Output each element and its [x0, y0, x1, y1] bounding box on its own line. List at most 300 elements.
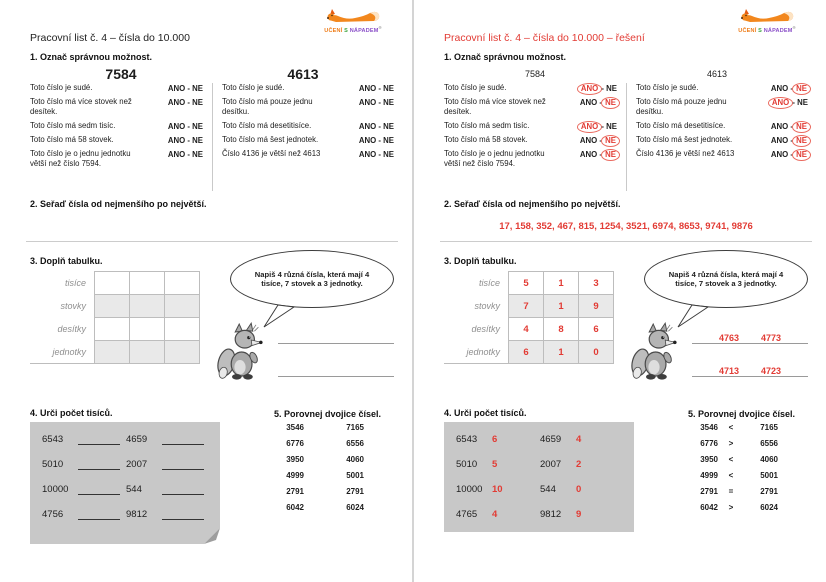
ano-ne-choice: [168, 149, 203, 159]
fox-mascot-icon: [630, 322, 678, 382]
row-label: stovky: [474, 301, 500, 311]
fox-task-block: [628, 248, 808, 394]
compare-symbol: [304, 423, 330, 432]
box-answer: 0: [576, 484, 582, 495]
ano-ne-choice: [580, 121, 617, 131]
compare-left: 6776: [286, 439, 304, 448]
answer-lines: [692, 328, 808, 394]
statement-row: [222, 83, 394, 93]
ano-option: ANO: [768, 97, 793, 109]
box-number: 9812: [540, 509, 562, 520]
compare-left: 6776: [700, 439, 718, 448]
ne-option: NE: [383, 122, 394, 131]
table-row: [30, 318, 200, 341]
table-cell: 1: [544, 341, 579, 364]
compare-left: 6042: [700, 503, 718, 512]
statement-row: [636, 83, 808, 93]
answer-separator: -: [378, 150, 381, 159]
big-numbers-row: [444, 65, 808, 83]
answer-separator: -: [187, 84, 190, 93]
bubble-tail: [676, 304, 712, 328]
table-cell: [95, 341, 130, 364]
place-value-block: [30, 248, 214, 394]
ne-option: NE: [792, 149, 811, 161]
answer-lines: [278, 328, 394, 394]
section-2-heading: 2. Seřaď čísla od nejmenšího po největší.: [30, 199, 207, 209]
section-3: [444, 248, 808, 394]
box-number: 2007: [540, 459, 562, 470]
statement-row: [30, 149, 203, 169]
logo-word: UČENÍ: [324, 27, 343, 34]
row-label: jednotky: [30, 341, 95, 364]
box-number: 544: [126, 484, 142, 495]
ano-ne-choice: [168, 97, 203, 107]
table-cell: 7: [509, 295, 544, 318]
row-label: stovky: [60, 301, 86, 311]
statements-column: [444, 83, 626, 191]
ano-option: ANO: [358, 122, 377, 131]
ano-option: ANO: [167, 136, 186, 145]
compare-row: [688, 423, 795, 432]
table-cell: 1: [544, 272, 579, 295]
compare-row: [688, 503, 795, 512]
big-number: 4613: [706, 69, 728, 79]
section-3: [30, 248, 394, 394]
box-number: 2007: [126, 459, 148, 470]
row-label: tisíce: [64, 278, 86, 288]
statements-column: [212, 83, 394, 191]
statement-row: [444, 83, 617, 93]
statement-row: [30, 83, 203, 93]
answer-separator: -: [790, 84, 793, 93]
box-answer-slot: [492, 509, 540, 520]
statements-column: [30, 83, 212, 191]
ano-option: ANO: [579, 98, 598, 107]
table-row: [30, 272, 200, 295]
box-answer-slot: [576, 509, 624, 520]
ano-ne-choice: [359, 97, 394, 107]
ano-option: ANO: [577, 83, 602, 95]
box-answer: 4: [492, 509, 498, 520]
section-3-heading: 3. Doplň tabulku.: [444, 256, 517, 266]
ano-ne-choice: [359, 149, 394, 159]
logo-word: NÁPADEM: [763, 27, 793, 34]
answer-line: [692, 328, 808, 344]
answer-value: 4773: [761, 333, 782, 343]
bottom-sections: [30, 400, 394, 544]
logo-word: S: [758, 27, 763, 34]
compare-row: [688, 471, 795, 480]
box-answer-slot: [78, 460, 126, 470]
statement-text: Toto číslo má pouze jednu desítku.: [636, 97, 727, 116]
table-cell: 9: [579, 295, 614, 318]
compare-left: 2791: [700, 487, 718, 496]
table-cell: 1: [544, 295, 579, 318]
compare-row: [688, 487, 795, 496]
compare-left: 6042: [286, 503, 304, 512]
ne-option: NE: [601, 135, 620, 147]
box-number: 4765: [456, 509, 478, 520]
page-title: Pracovní list č. 4 – čísla do 10.000 – řešení: [444, 32, 645, 44]
ne-option: NE: [192, 84, 203, 93]
table-row: [444, 318, 614, 341]
ano-ne-choice: [580, 97, 617, 107]
box-number: 10000: [456, 484, 483, 495]
statement-text: Toto číslo je sudé.: [444, 83, 507, 92]
box-answer-slot: [162, 460, 210, 470]
compare-left: 3950: [286, 455, 304, 464]
ano-ne-choice: [359, 135, 394, 145]
table-row: [444, 295, 614, 318]
table-cell: 5: [509, 272, 544, 295]
section-4-heading: 4. Urči počet tisíců.: [30, 408, 113, 418]
compare-right: 2791: [346, 487, 364, 496]
compare-left: 3950: [700, 455, 718, 464]
compare-right: 5001: [760, 471, 778, 480]
compare-left: 4999: [700, 471, 718, 480]
box-answer-slot: [78, 485, 126, 495]
compare-right: 7165: [760, 423, 778, 432]
ano-ne-choice: [580, 83, 617, 93]
ano-ne-choice: [168, 83, 203, 93]
answer-blank: [78, 510, 120, 520]
box-number: 5010: [456, 459, 478, 470]
section-3-heading: 3. Doplň tabulku.: [30, 256, 103, 266]
brand-logo: [314, 8, 392, 34]
box-row: [42, 434, 220, 445]
statement-text: Toto číslo je o jednu jednotku větší než číslo 7594.: [444, 149, 545, 168]
compare-symbol: [304, 471, 330, 480]
logo-word: S: [344, 27, 349, 34]
answer-separator: -: [790, 136, 793, 145]
box-answer-slot: [78, 510, 126, 520]
section-4: [444, 400, 656, 532]
big-number: 7584: [105, 66, 137, 82]
ano-option: ANO: [770, 136, 789, 145]
table-cell: 6: [509, 341, 544, 364]
ano-ne-choice: [580, 149, 617, 159]
ano-option: ANO: [167, 98, 186, 107]
answer-separator: -: [378, 136, 381, 145]
statement-row: [222, 121, 394, 131]
statement-text: Toto číslo je sudé.: [636, 83, 699, 92]
statement-row: [444, 121, 617, 131]
box-answer-slot: [576, 434, 624, 445]
compare-row: [688, 455, 795, 464]
compare-symbol: [304, 487, 330, 496]
solution-page: [413, 0, 826, 582]
box-answer-slot: [78, 435, 126, 445]
compare-symbol: >: [728, 503, 734, 512]
compare-right: 5001: [346, 471, 364, 480]
statements-columns: [30, 83, 394, 191]
table-cell: 0: [579, 341, 614, 364]
table-cell: [165, 341, 200, 364]
statement-row: [222, 149, 394, 159]
answer-separator: -: [601, 122, 604, 131]
box-number: 6543: [456, 434, 478, 445]
box-answer: 6: [492, 434, 498, 445]
compare-row: [274, 503, 381, 512]
place-value-block: [444, 248, 628, 394]
compare-symbol: [304, 439, 330, 448]
statement-text: Číslo 4136 je větší než 4613: [636, 149, 735, 158]
ne-option: NE: [792, 83, 811, 95]
table-row: [444, 272, 614, 295]
statement-text: Toto číslo má šest jednotek.: [636, 135, 733, 144]
statement-row: [444, 149, 617, 169]
answer-value: 4723: [761, 366, 782, 376]
ano-ne-choice: [771, 97, 808, 107]
ne-option: NE: [601, 97, 620, 109]
compare-left: 3546: [700, 423, 718, 432]
statement-text: Toto číslo má 58 stovek.: [444, 135, 528, 144]
row-label: tisíce: [478, 278, 500, 288]
ano-option: ANO: [358, 98, 377, 107]
statement-text: Toto číslo má sedm tisíc.: [444, 121, 530, 130]
ano-ne-choice: [359, 83, 394, 93]
ano-option: ANO: [770, 84, 789, 93]
box-answer: 2: [576, 459, 582, 470]
fox-mascot-icon: [216, 322, 264, 382]
fox-task-block: [214, 248, 394, 394]
ano-option: ANO: [579, 150, 598, 159]
statement-text: Toto číslo má sedm tisíc.: [30, 121, 116, 130]
table-cell: [130, 341, 165, 364]
table-cell: 8: [544, 318, 579, 341]
fox-logo-icon: [739, 8, 795, 24]
section-1-heading: 1. Označ správnou možnost.: [444, 52, 567, 62]
box-number: 4659: [540, 434, 562, 445]
box-number: 4659: [126, 434, 148, 445]
section-4: [30, 400, 242, 544]
table-cell: [165, 318, 200, 341]
ano-option: ANO: [770, 150, 789, 159]
compare-right: 6556: [346, 439, 364, 448]
box-answer-slot: [492, 434, 540, 445]
section-5-heading: 5. Porovnej dvojice čísel.: [274, 409, 382, 419]
box-answer: 9: [576, 509, 582, 520]
statements-column: [626, 83, 808, 191]
brand-logo: [728, 8, 806, 34]
box-number: 10000: [42, 484, 69, 495]
ne-option: NE: [792, 121, 811, 133]
statement-text: Toto číslo má více stovek než desítek.: [30, 97, 132, 116]
box-row: [456, 434, 634, 445]
compare-row: [274, 455, 381, 464]
answer-blank: [162, 460, 204, 470]
row-label: desítky: [471, 324, 500, 334]
compare-left: 2791: [286, 487, 304, 496]
logo-word: UČENÍ: [738, 27, 757, 34]
ne-option: NE: [383, 98, 394, 107]
table-cell: 6: [579, 318, 614, 341]
table-cell: [95, 295, 130, 318]
compare-left: 4999: [286, 471, 304, 480]
ano-ne-choice: [168, 135, 203, 145]
box-answer-slot: [492, 459, 540, 470]
section-divider: [26, 241, 398, 242]
ne-option: NE: [192, 136, 203, 145]
ano-option: ANO: [770, 122, 789, 131]
answer-separator: -: [187, 122, 190, 131]
statement-text: Toto číslo má 58 stovek.: [30, 135, 114, 144]
ne-option: NE: [383, 150, 394, 159]
statement-text: Toto číslo je o jednu jednotku větší než číslo 7594.: [30, 149, 131, 168]
compare-symbol: <: [728, 455, 734, 464]
statement-row: [222, 97, 394, 117]
ano-option: ANO: [577, 121, 602, 133]
section-5: [688, 400, 795, 532]
answer-separator: -: [187, 136, 190, 145]
answer-separator: -: [599, 98, 602, 107]
row-label: jednotky: [444, 341, 509, 364]
compare-left: 3546: [286, 423, 304, 432]
speech-bubble: Napiš 4 různá čísla, která mají 4 tisíce, 7 stovek a 3 jednotky.: [644, 250, 808, 308]
answer-blank: [78, 485, 120, 495]
box-answer-slot: [576, 484, 624, 495]
ano-option: ANO: [167, 122, 186, 131]
box-answer: 4: [576, 434, 582, 445]
table-cell: [165, 272, 200, 295]
box-row: [456, 459, 634, 470]
ano-ne-choice: [771, 83, 808, 93]
answer-line: [692, 361, 808, 377]
row-label: desítky: [57, 324, 86, 334]
fold-corner: [394, 564, 412, 582]
ne-option: NE: [797, 98, 808, 107]
compare-right: 4060: [346, 455, 364, 464]
box-number: 6543: [42, 434, 64, 445]
box-answer: 10: [492, 484, 503, 495]
statement-text: Toto číslo má desetitisíce.: [222, 121, 312, 130]
ne-option: NE: [601, 149, 620, 161]
place-value-table: [444, 271, 614, 364]
statement-row: [444, 97, 617, 117]
ne-option: NE: [192, 122, 203, 131]
compare-symbol: [304, 455, 330, 464]
box-answer-slot: [162, 435, 210, 445]
box-number: 544: [540, 484, 556, 495]
sorted-answer: [30, 221, 394, 237]
statement-row: [636, 149, 808, 159]
answer-separator: -: [378, 122, 381, 131]
compare-symbol: <: [728, 423, 734, 432]
answer-separator: -: [599, 136, 602, 145]
box-answer-slot: [162, 510, 210, 520]
statement-row: [30, 135, 203, 145]
bubble-tail: [262, 304, 298, 328]
table-cell: 3: [579, 272, 614, 295]
fold-corner: [202, 526, 220, 544]
statements-columns: [444, 83, 808, 191]
answer-value: 4763: [718, 333, 739, 343]
section-5: [274, 400, 381, 544]
ne-option: NE: [383, 84, 394, 93]
table-row: [30, 295, 200, 318]
ano-option: ANO: [167, 84, 186, 93]
table-cell: 4: [509, 318, 544, 341]
compare-right: 6024: [346, 503, 364, 512]
ne-option: NE: [792, 135, 811, 147]
registered-mark: ®: [792, 25, 796, 30]
answer-separator: -: [792, 98, 795, 107]
place-value-table: [30, 271, 200, 364]
answer-blank: [162, 510, 204, 520]
box-row: [42, 459, 220, 470]
answer-separator: -: [599, 150, 602, 159]
statement-text: Toto číslo má pouze jednu desítku.: [222, 97, 313, 116]
ano-option: ANO: [579, 136, 598, 145]
answer-blank: [162, 485, 204, 495]
table-cell: [130, 295, 165, 318]
statement-row: [30, 97, 203, 117]
box-answer-slot: [576, 459, 624, 470]
compare-row: [274, 471, 381, 480]
box-answer-slot: [162, 485, 210, 495]
table-cell: [165, 295, 200, 318]
statement-row: [222, 135, 394, 145]
answer-blank: [78, 435, 120, 445]
section-4-heading: 4. Urči počet tisíců.: [444, 408, 527, 418]
ano-option: ANO: [358, 84, 377, 93]
answer-separator: -: [790, 122, 793, 131]
thousands-box: [444, 422, 634, 532]
compare-right: 6556: [760, 439, 778, 448]
statement-text: Toto číslo je sudé.: [222, 83, 285, 92]
compare-symbol: [304, 503, 330, 512]
bottom-sections: [444, 400, 808, 532]
thousands-box: [30, 422, 220, 544]
table-row: [30, 341, 200, 364]
ano-ne-choice: [771, 135, 808, 145]
table-cell: [95, 272, 130, 295]
fox-row: [214, 322, 394, 394]
page-title: Pracovní list č. 4 – čísla do 10.000: [30, 32, 190, 44]
big-number: 7584: [524, 69, 546, 79]
ano-ne-choice: [168, 121, 203, 131]
statement-row: [444, 135, 617, 145]
logo-word: NÁPADEM: [349, 27, 379, 34]
brand-logo-text: [728, 26, 806, 34]
answer-line: [278, 361, 394, 377]
statement-row: [636, 135, 808, 145]
statement-text: Toto číslo má desetitisíce.: [636, 121, 726, 130]
ano-ne-choice: [580, 135, 617, 145]
ano-ne-choice: [771, 149, 808, 159]
answer-blank: [78, 460, 120, 470]
answer-separator: -: [790, 150, 793, 159]
section-divider: [440, 241, 812, 242]
big-numbers-row: [30, 65, 394, 83]
ne-option: NE: [192, 98, 203, 107]
box-answer: 5: [492, 459, 498, 470]
compare-right: 7165: [346, 423, 364, 432]
ano-option: ANO: [358, 136, 377, 145]
ne-option: NE: [383, 136, 394, 145]
section-1-heading: 1. Označ správnou možnost.: [30, 52, 153, 62]
ano-option: ANO: [358, 150, 377, 159]
speech-bubble: Napiš 4 různá čísla, která mají 4 tisíce, 7 stovek a 3 jednotky.: [230, 250, 394, 308]
compare-right: 2791: [760, 487, 778, 496]
fox-row: [628, 322, 808, 394]
ano-option: ANO: [167, 150, 186, 159]
box-number: 5010: [42, 459, 64, 470]
fox-logo-icon: [325, 8, 381, 24]
compare-right: 4060: [760, 455, 778, 464]
box-number: 9812: [126, 509, 148, 520]
box-row: [42, 509, 220, 520]
